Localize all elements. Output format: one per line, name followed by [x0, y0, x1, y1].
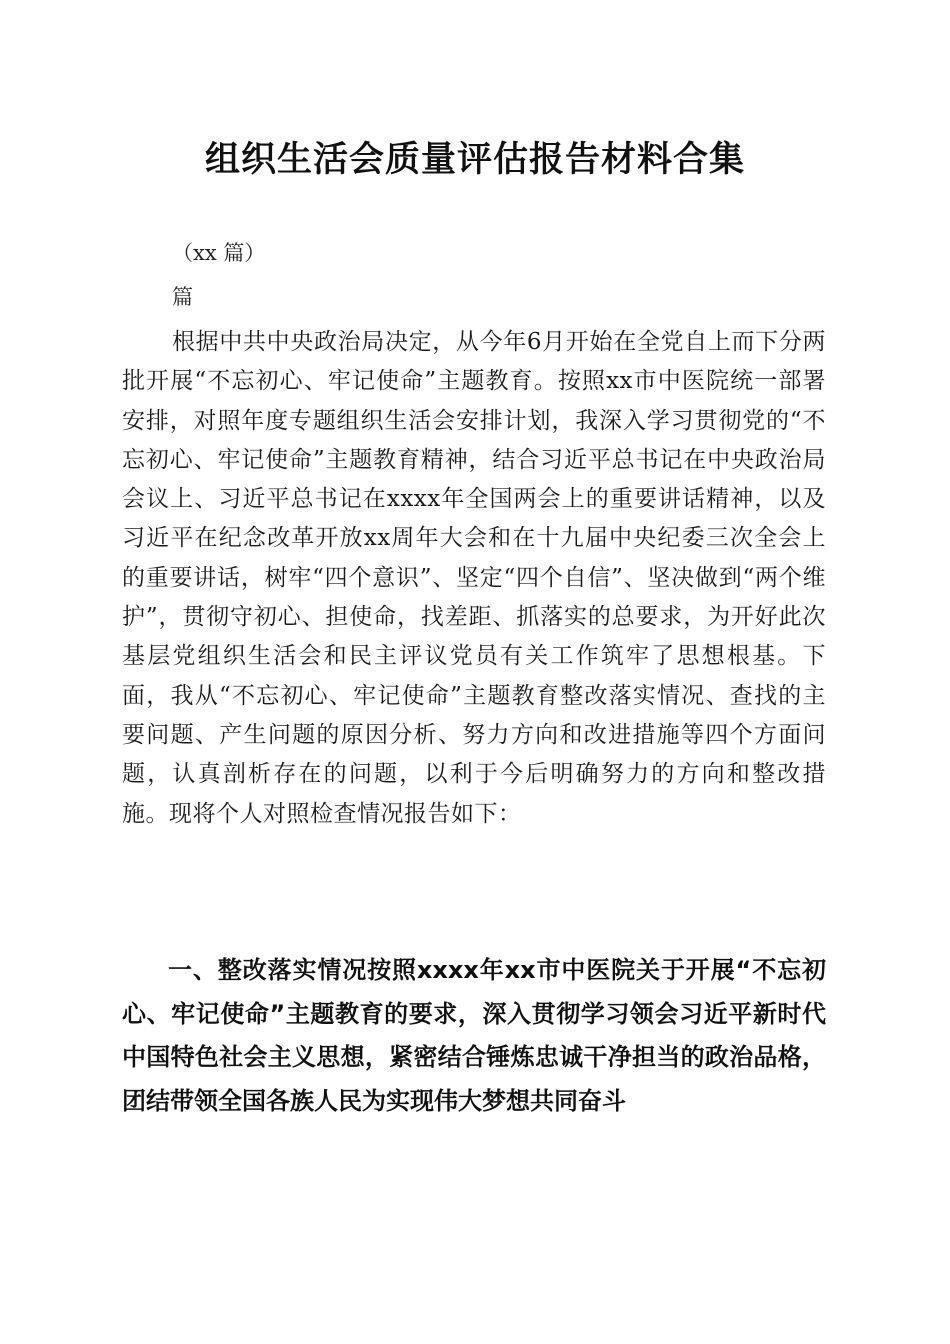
section-label: 篇	[172, 285, 193, 309]
document-subtitle: （xx 篇）	[172, 241, 266, 265]
section-one-paragraph: 一、整改落实情况按照xxxx年xx市中医院关于开展“不忘初心、牢记使命”主题教育的要求，深入贯彻学习领会习近平新时代中国特色社会主义思想，紧密结合锤炼忠诚干净担当的政治品格，团结带领全国各族人民为实现伟大梦想共同奋斗	[122, 956, 826, 1116]
intro-paragraph: 根据中共中央政治局决定，从今年6月开始在全党自上而下分两批开展“不忘初心、牢记使命”主题教育。按照xx市中医院统一部署安排，对照年度专题组织生活会安排计划，我深入学习贯彻党的“不忘初心、牢记使命”主题教育精神，结合习近平总书记在中央政治局会议上、习近平总书记在xxxx年全国两会上的重要讲话精神，以及习近平在纪念改革开放xx周年大会和在十九届中央纪委三次全会上的重要讲话，树牢“四个意识”、坚定“四个自信”、坚决做到“两个维护”，贯彻守初心、担使命，找差距、抓落实的总要求，为开好此次基层党组织生活会和民主评议党员有关工作筑牢了思想根基。下面，我从“不忘初心、牢记使命”主题教育整改落实情况、查找的主要问题、产生问题的原因分析、努力方向和改进措施等四个方面问题，认真剖析存在的问题，以利于今后明确努力的方向和整改措施。现将个人对照检查情况报告如下：	[122, 329, 826, 827]
document-title: 组织生活会质量评估报告材料合集	[204, 139, 745, 180]
